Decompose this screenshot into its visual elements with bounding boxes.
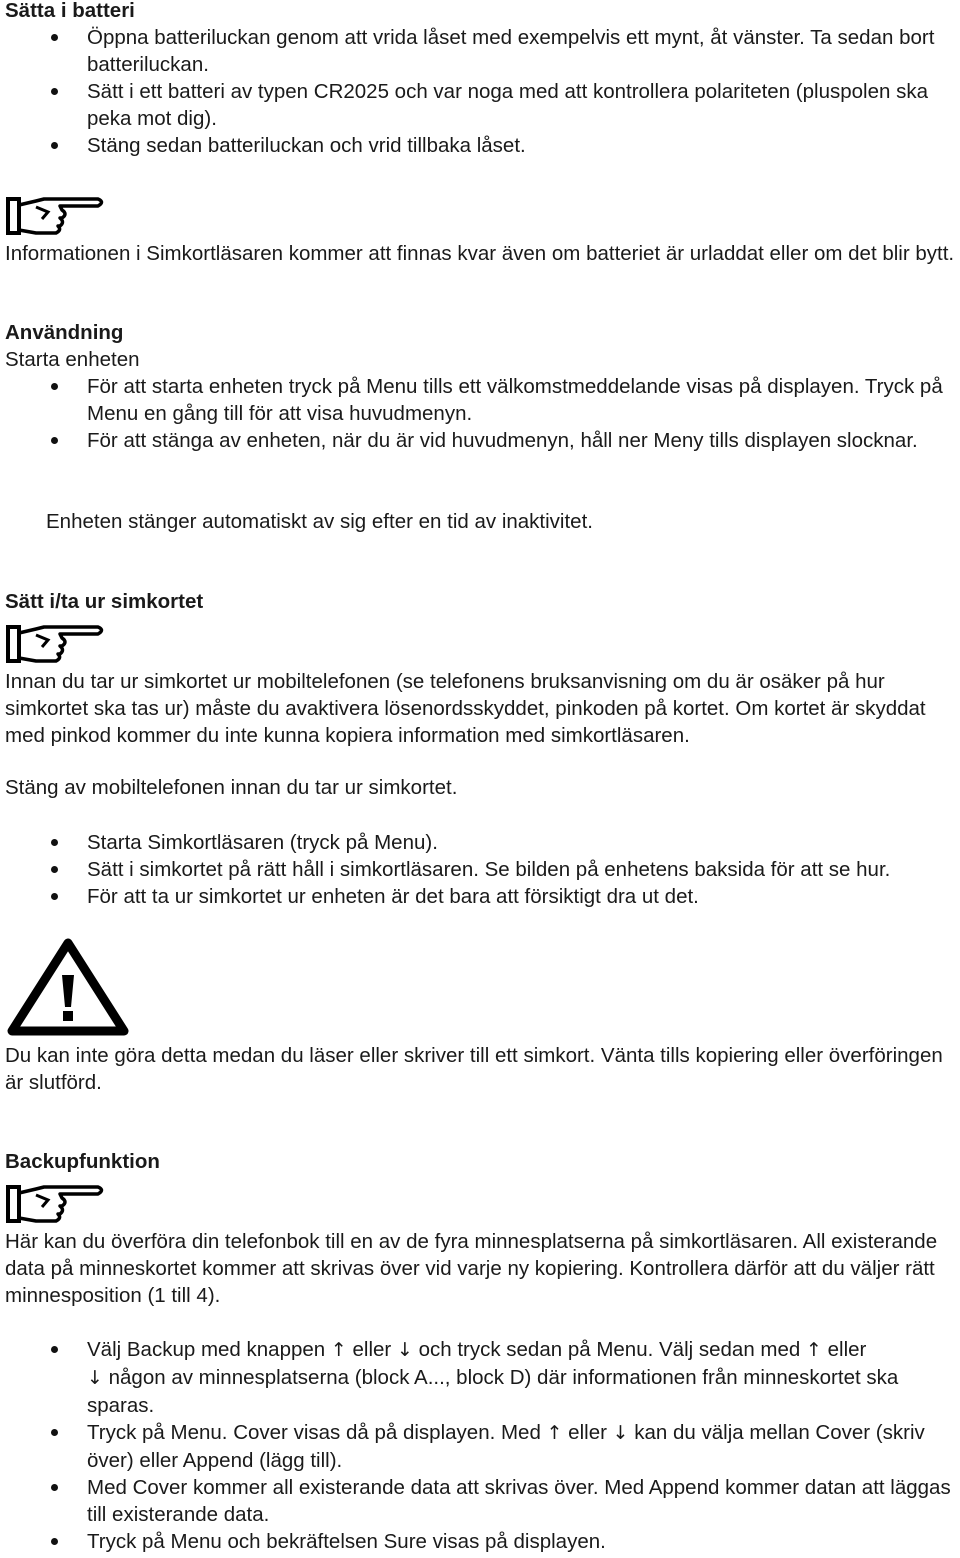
list-item: För att ta ur simkortet ur enheten är det bara att försiktigt dra ut det. <box>5 883 955 910</box>
arrow-up-icon: ↑ <box>546 1422 563 1444</box>
list-item: Stäng sedan batteriluckan och vrid tillbaka låset. <box>5 132 955 159</box>
heading-battery: Sätta i batteri <box>5 0 135 22</box>
warning-message: Du kan inte göra detta medan du läser eller skriver till ett simkort. Vänta tills kopiering eller överföringen är slutförd. <box>5 1044 943 1094</box>
backup-steps-list <box>5 1336 955 1555</box>
simcard-steps-list <box>5 829 955 910</box>
pointing-hand-icon <box>6 195 106 239</box>
usage-auto-off-note: Enheten stänger automatiskt av sig efter en tid av inaktivitet. <box>46 510 593 533</box>
list-item: Sätt i ett batteri av typen CR2025 och var noga med att kontrollera polariteten (pluspolen ska peka mot dig). <box>5 78 955 132</box>
heading-backup: Backupfunktion <box>5 1150 160 1173</box>
pointing-hand-icon <box>6 1183 106 1227</box>
list-item: För att stänga av enheten, när du är vid huvudmenyn, håll ner Meny tills displayen slocknar. <box>5 427 955 454</box>
list-item: Sätt i simkortet på rätt håll i simkortläsaren. Se bilden på enhetens baksida för att se hur. <box>5 856 955 883</box>
list-item: För att starta enheten tryck på Menu tills ett välkomstmeddelande visas på displayen. Tryck på Menu en gång till för att visa huvudmenyn. <box>5 373 955 427</box>
list-item: Tryck på Menu. Cover visas då på displayen. Med ↑ eller ↓ kan du välja mellan Cover (skriv över) eller Append (lägg till). <box>5 1419 955 1474</box>
arrow-down-icon: ↓ <box>396 1339 413 1361</box>
backup-intro-paragraph: Här kan du överföra din telefonbok till en av de fyra minnesplatserna på simkortläsaren. All existerande data på minneskortet kommer att skrivas över vid varje ny kopiering. Kontrollera därför att du väljer rätt minnesposition (1 till 4). <box>5 1230 938 1307</box>
usage-subheading: Starta enheten <box>5 348 140 371</box>
arrow-up-icon: ↑ <box>330 1339 347 1361</box>
list-item: Välj Backup med knappen ↑ eller ↓ och tryck sedan på Menu. Välj sedan med ↑ eller ↓ någon av minnesplatserna (block A..., block D) där informationen från minneskortet ska sparas. <box>5 1336 955 1419</box>
warning-triangle-icon <box>6 937 130 1037</box>
heading-simcard: Sätt i/ta ur simkortet <box>5 590 204 613</box>
battery-info-note: Informationen i Simkortläsaren kommer att finnas kvar även om batteriet är urladdat eller om det blir bytt. <box>5 242 955 265</box>
simcard-poweroff-paragraph: Stäng av mobiltelefonen innan du tar ur simkortet. <box>5 776 458 799</box>
heading-usage: Användning <box>5 321 124 344</box>
list-item: Starta Simkortläsaren (tryck på Menu). <box>5 829 955 856</box>
pointing-hand-icon <box>6 623 106 667</box>
list-item: Med Cover kommer all existerande data att skrivas över. Med Append kommer datan att läggas till existerande data. <box>5 1474 955 1528</box>
arrow-up-icon: ↑ <box>806 1339 822 1361</box>
battery-steps-list <box>5 24 955 159</box>
arrow-down-icon: ↓ <box>612 1422 629 1444</box>
usage-steps-list <box>5 373 955 454</box>
arrow-down-icon: ↓ <box>87 1367 103 1389</box>
list-item: Öppna batteriluckan genom att vrida låset med exempelvis ett mynt, åt vänster. Ta sedan bort batteriluckan. <box>5 24 955 78</box>
list-item: Tryck på Menu och bekräftelsen Sure visas på displayen. <box>5 1528 955 1555</box>
simcard-intro-paragraph: Innan du tar ur simkortet ur mobiltelefonen (se telefonens bruksanvisning om du är osäker på hur simkortet ska tas ur) måste du avaktivera lösenordsskyddet, pinkoden på kortet. Om kortet är skyddat med pinkod kommer du inte kunna kopiera information med simkortläsaren. <box>5 670 926 747</box>
